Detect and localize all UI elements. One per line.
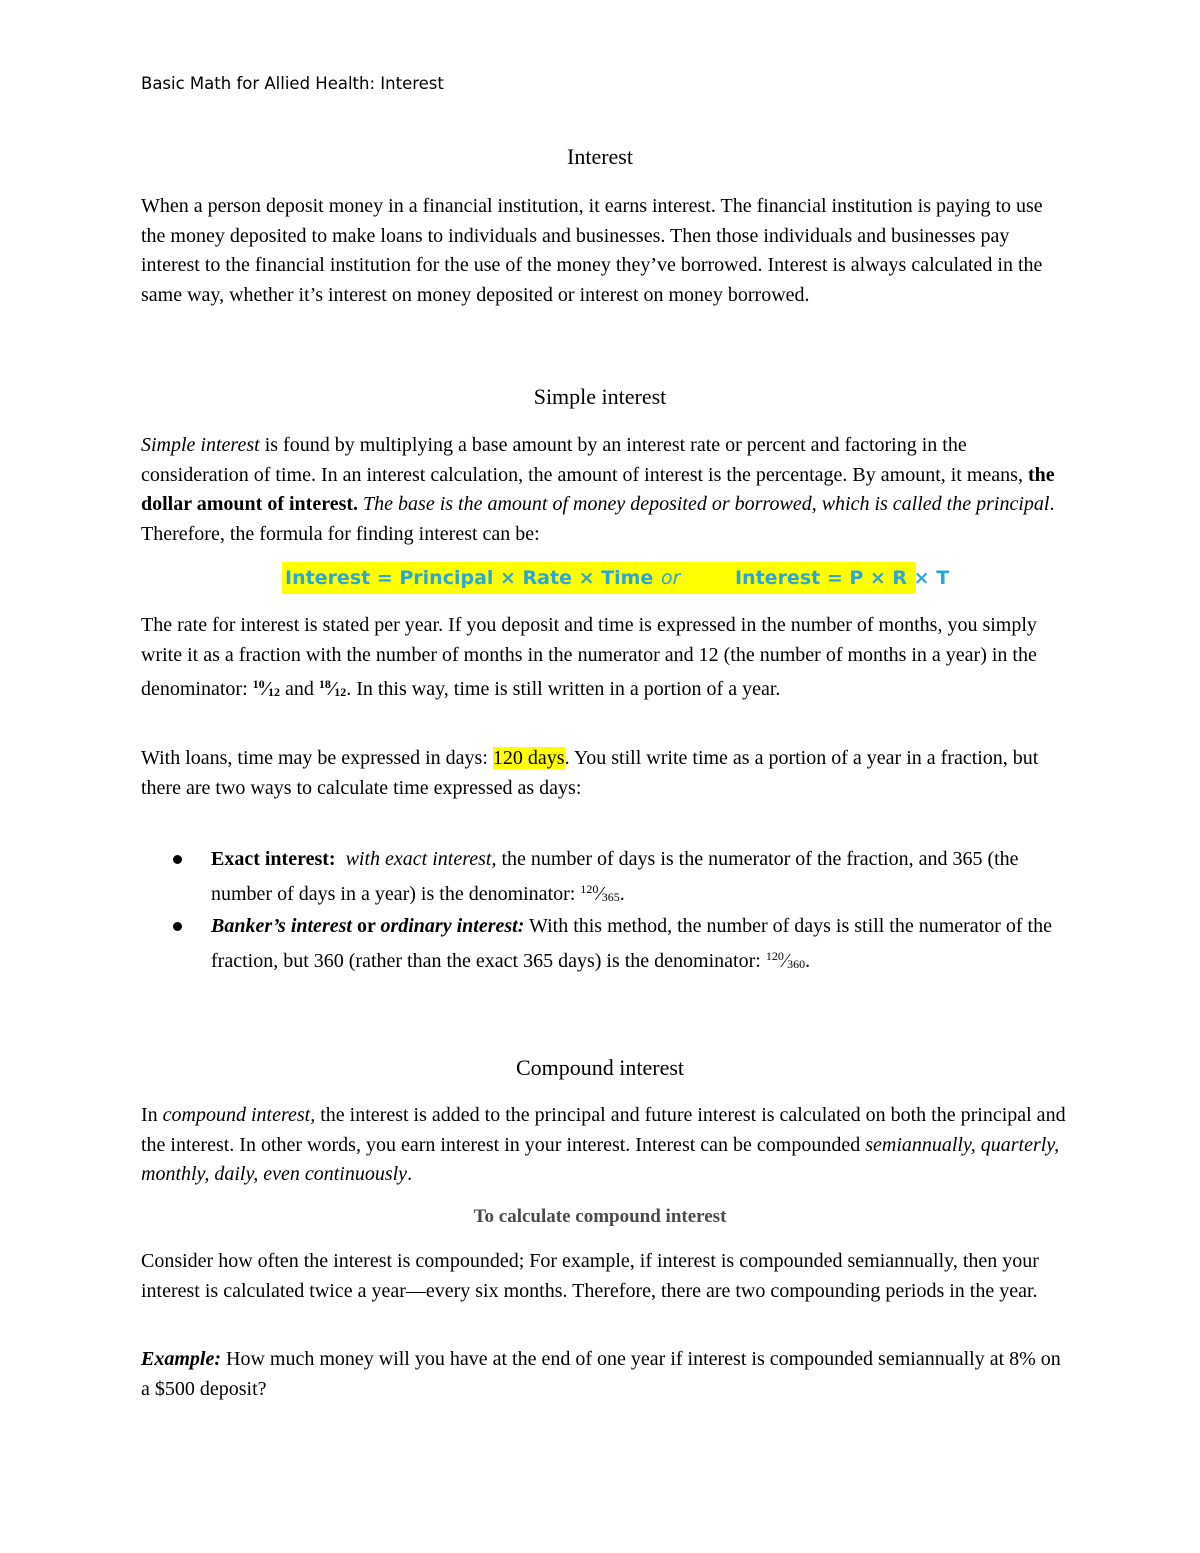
- text-run: is found by multiplying a base amount by an interest rate or percent and factoring in the consideration of time. In an interest calculation, the amount of interest is the percentage. By amount, it means,: [141, 434, 1028, 486]
- fraction-numerator: 120: [580, 881, 599, 896]
- example-label: Example:: [141, 1348, 221, 1370]
- fraction-denominator: 365: [601, 889, 620, 904]
- interest-paragraph: When a person deposit money in a financial institution, it earns interest. The financial institution is paying to use the money deposited to make loans to individuals and businesses. Then those individuals and businesses pay interest to the financial institution for the use of the money they’ve borrowed. Interest is always calculated in the same way, whether it’s interest on money deposited or interest on money borrowed.: [141, 195, 1043, 306]
- compound-interest-paragraph: [141, 1101, 1066, 1190]
- fraction-denominator: 12: [267, 685, 280, 699]
- highlighted-days: 120 days: [492, 747, 565, 769]
- text-run: or: [351, 915, 381, 937]
- interest-heading: Interest: [567, 144, 633, 169]
- text-run: and: [279, 678, 319, 700]
- loans-days-paragraph: [141, 744, 1066, 803]
- text-run: . You still write time as a portion of a year in a fraction, but there are two ways to calculate time expressed as days:: [141, 747, 1039, 799]
- example-question: How much money will you have at the end of one year if interest is compounded semiannually at 8% on a $500 deposit?: [141, 1348, 1061, 1400]
- bullet-icon: [173, 855, 182, 864]
- example-paragraph: [141, 1345, 1066, 1404]
- list-item-exact-interest: Exact interest: with exact interest, the number of days is the numerator of the fraction, and 365 (the number of days in a year) is the denominator: $^{120}$⁄365.: [141, 845, 1066, 912]
- rate-per-year-paragraph: The rate for interest is stated per year. If you deposit and time is expressed in the number of months, you simply write it as a fraction with the number of months in the numerator and 12 (the number of months in a year) in the denominator: $^{10}$⁄12 and $^{18}$⁄12. In this way, time is still written in a portion of a year.: [141, 614, 1037, 700]
- formula-words: Interest = Principal × Rate × Time: [285, 567, 654, 589]
- compound-interest-term: compound interest,: [162, 1104, 316, 1126]
- text-run: the number of days is the numerator of the fraction, and 365 (the number of days in a year) is the denominator:: [211, 848, 1019, 905]
- simple-interest-heading: Simple interest: [533, 384, 667, 409]
- bankers-interest-term: Banker’s interest: [211, 915, 352, 937]
- page-header: Basic Math for Allied Health: Interest: [141, 74, 444, 93]
- exact-interest-italic: with exact interest,: [345, 848, 497, 870]
- text-run: .: [407, 1163, 413, 1185]
- compound-interest-heading: Compound interest: [515, 1055, 685, 1080]
- fraction-numerator: 18: [318, 677, 331, 691]
- principal-definition: The base is the amount of money deposited or borrowed, which is called the principal: [358, 493, 1050, 515]
- simple-interest-term: Simple interest: [141, 434, 260, 456]
- compounding-frequencies: semiannually, quarterly, monthly, daily, even continuously: [141, 1133, 1060, 1185]
- fraction-denominator: 12: [334, 685, 347, 699]
- text-run: With loans, time may be expressed in days:: [141, 747, 493, 769]
- bullet-icon: [173, 922, 182, 931]
- text-run: . Therefore, the formula for finding interest can be:: [141, 493, 1055, 545]
- exact-interest-term: Exact interest:: [211, 848, 336, 870]
- compounding-periods-paragraph: Consider how often the interest is compounded; For example, if interest is compounded semiannually, then your interest is calculated twice a year—every six months. Therefore, there are two compounding periods in the year.: [141, 1250, 1039, 1302]
- simple-interest-definition: [141, 431, 1066, 549]
- text-run: . In this way, time is still written in a portion of a year.: [346, 678, 781, 700]
- fraction-numerator: 120: [765, 948, 784, 963]
- text-run: In: [141, 1104, 163, 1126]
- formula-symbols: Interest = P × R × T: [735, 567, 950, 589]
- bullet-list: [141, 845, 1066, 979]
- text-run: the interest is added to the principal and future interest is calculated on both the principal and the interest. In other words, you earn interest in your interest. Interest can be compounded: [141, 1104, 1066, 1156]
- calculate-compound-subheading: To calculate compound interest: [473, 1206, 727, 1227]
- text-run: With this method, the number of days is still the numerator of the fraction, but 360 (rather than the exact 365 days) is the denominator:: [211, 915, 1052, 972]
- formula-or: or: [661, 567, 681, 589]
- fraction-numerator: 10: [252, 677, 265, 691]
- bold-phrase: the dollar amount of interest.: [141, 463, 1055, 515]
- interest-formula-highlight: [282, 562, 950, 594]
- text-run: The rate for interest is stated per year. If you deposit and time is expressed in the number of months, you simply write it as a fraction with the number of months in the numerator and 12 (the number of months in a year) in the denominator:: [141, 614, 1037, 700]
- list-item-bankers-interest: Banker’s interest or ordinary interest: With this method, the number of days is still the numerator of the fraction, but 360 (rather than the exact 365 days) is the denominator: $^{120}$⁄360.: [141, 912, 1066, 979]
- ordinary-interest-term: ordinary interest:: [380, 915, 525, 937]
- fraction-denominator: 360: [787, 956, 806, 971]
